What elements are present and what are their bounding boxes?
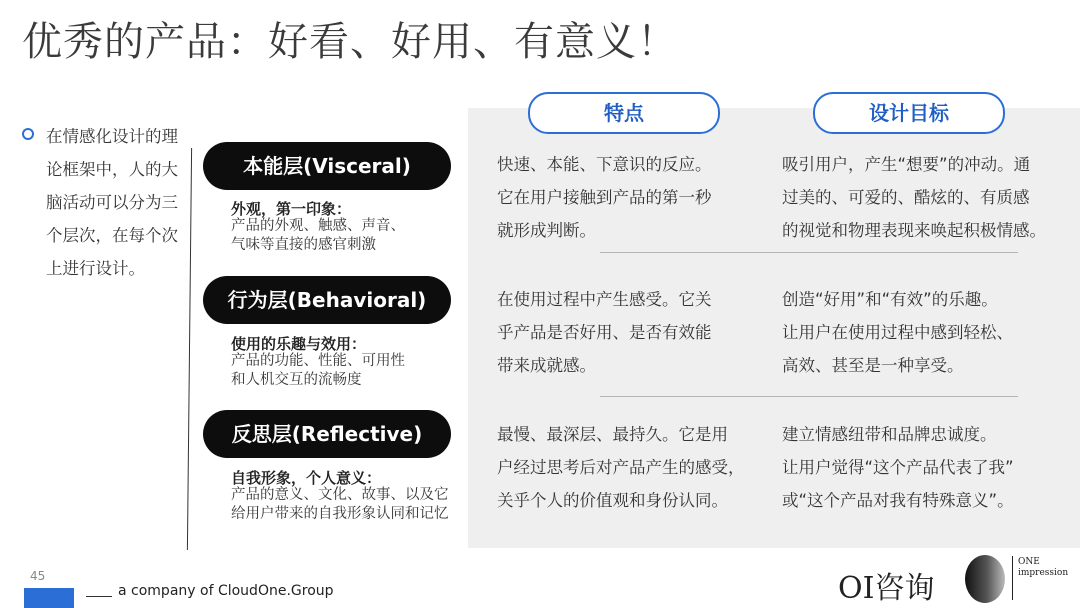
level-behavioral-pill: 行为层(Behavioral) <box>203 276 451 324</box>
page-number: 45 <box>30 569 46 583</box>
level-reflective-pill: 反思层(Reflective) <box>203 410 451 458</box>
level-visceral-goals: 吸引用户，产生“想要”的冲动。通 过美的、可爱的、酷炫的、有质感 的视觉和物理表现来唤起积极情感。 <box>782 155 1046 240</box>
page-title: 优秀的产品：好看、好用、有意义！ <box>22 19 678 65</box>
level-visceral-description: 产品的外观、触感、声音、 气味等直接的感官刺激 <box>231 218 405 253</box>
level-behavioral-description: 产品的功能、性能、可用性 和人机交互的流畅度 <box>231 353 405 388</box>
level-reflective-goals: 建立情感纽带和品牌忠诚度。 让用户觉得“这个产品代表了我” 或“这个产品对我有特殊意义”。 <box>782 425 1014 510</box>
level-behavioral-features: 在使用过程中产生感受。它关 乎产品是否好用、是否有效能 带来成就感。 <box>497 290 712 375</box>
level-reflective-subtitle: 自我形象，个人意义： <box>231 469 382 487</box>
brand-logo-text: OI咨询 <box>838 571 935 606</box>
intro-text: 在情感化设计的理论框架中，人的大脑活动可以分为三个层次，在每个次上进行设计。 <box>46 127 178 278</box>
level-visceral-pill: 本能层(Visceral) <box>203 142 451 190</box>
level-visceral-subtitle: 外观，第一印象： <box>231 200 352 218</box>
logo-divider <box>1012 556 1013 600</box>
footer-accent-bar <box>24 588 74 608</box>
header-design-goals: 设计目标 <box>813 92 1005 134</box>
brand-logo-icon <box>965 555 1005 603</box>
brand-logo-subtext: ONE impression <box>1018 557 1069 578</box>
divider-line <box>187 148 192 550</box>
row-divider <box>600 396 1018 397</box>
level-behavioral-goals: 创造“好用”和“有效”的乐趣。 让用户在使用过程中感到轻松、 高效、甚至是一种享受。 <box>782 290 1013 375</box>
level-behavioral-subtitle: 使用的乐趣与效用： <box>231 335 367 353</box>
level-reflective-description: 产品的意义、文化、故事、以及它 给用户带来的自我形象认同和记忆 <box>231 487 449 522</box>
footer-line <box>86 596 112 597</box>
row-divider <box>600 252 1018 253</box>
level-reflective-features: 最慢、最深层、最持久。它是用 户经过思考后对产品产生的感受， 关乎个人的价值观和身份认同。 <box>497 425 745 510</box>
header-features: 特点 <box>528 92 720 134</box>
bullet-icon <box>22 128 34 140</box>
level-visceral-features: 快速、本能、下意识的反应。 它在用户接触到产品的第一秒 就形成判断。 <box>497 155 712 240</box>
footer-company: a company of CloudOne.Group <box>118 583 334 599</box>
